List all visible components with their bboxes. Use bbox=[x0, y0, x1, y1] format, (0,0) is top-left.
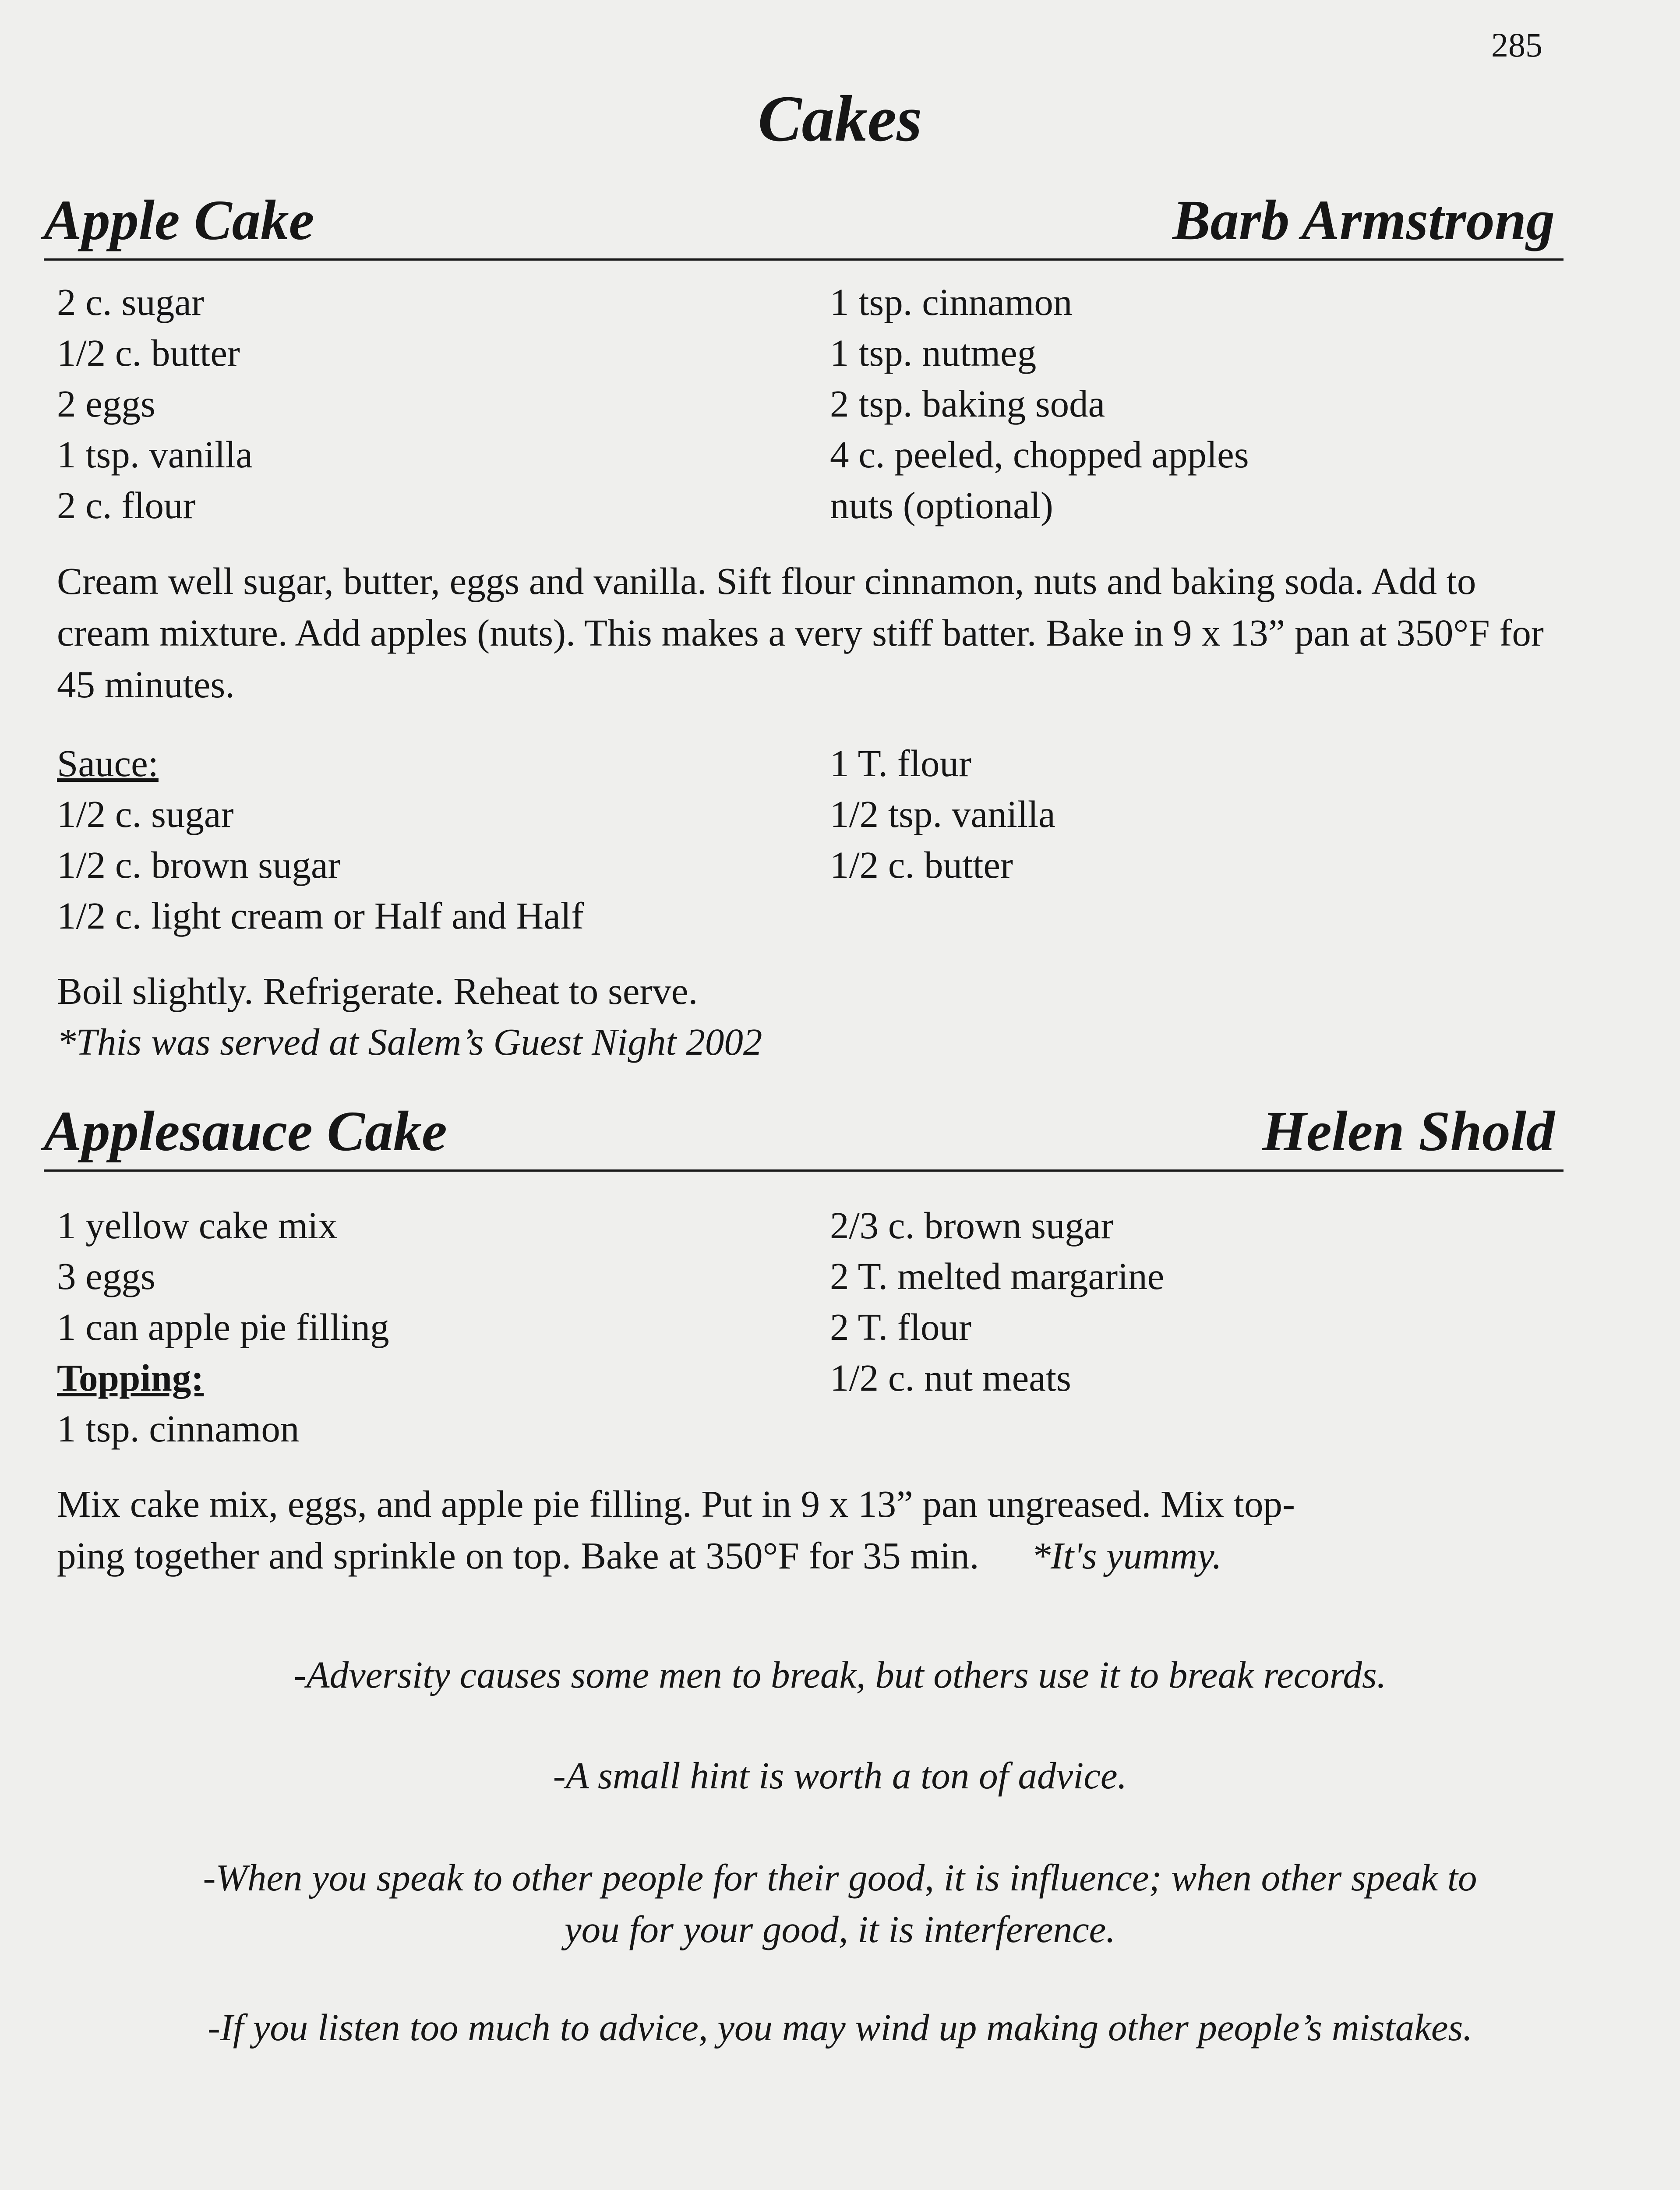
directions-text: ping together and sprinkle on top. Bake at 350°F for 35 min. bbox=[57, 1534, 979, 1577]
topping-label: Topping: bbox=[57, 1356, 204, 1399]
page-number: 285 bbox=[1491, 26, 1542, 64]
quote: -If you listen too much to advice, you may wind up making other people’s mistakes. bbox=[207, 2006, 1473, 2049]
ingredients-right bbox=[830, 277, 1249, 531]
ingredients-right bbox=[830, 1200, 1164, 1403]
recipe-note: *It's yummy. bbox=[1031, 1534, 1222, 1577]
ingredient: 1 tsp. cinnamon bbox=[830, 281, 1073, 323]
quote: -A small hint is worth a ton of advice. bbox=[553, 1754, 1127, 1797]
ingredient: 2 T. flour bbox=[830, 1306, 971, 1348]
recipe-title: Apple Cake bbox=[44, 189, 314, 252]
sauce-left bbox=[57, 738, 584, 941]
quote: -When you speak to other people for their good, it is influence; when other speak to bbox=[203, 1856, 1477, 1899]
quote: -Adversity causes some men to break, but others use it to break records. bbox=[293, 1653, 1387, 1696]
sauce-directions-block bbox=[57, 966, 762, 1067]
ingredient: 1/2 tsp. vanilla bbox=[830, 793, 1055, 835]
ingredient: 1 yellow cake mix bbox=[57, 1204, 338, 1247]
ingredient: 1/2 c. nut meats bbox=[830, 1356, 1071, 1399]
ingredients-left bbox=[57, 277, 253, 531]
quote: you for your good, it is interference. bbox=[564, 1908, 1116, 1950]
ingredient: 1 tsp. vanilla bbox=[57, 433, 253, 476]
recipe-note: *This was served at Salem’s Guest Night 2002 bbox=[57, 1021, 762, 1063]
recipe-title: Applesauce Cake bbox=[44, 1100, 447, 1163]
ingredient: 2 eggs bbox=[57, 382, 155, 425]
sauce-directions: Boil slightly. Refrigerate. Reheat to serve. bbox=[57, 970, 698, 1012]
ingredient: 1 tsp. cinnamon bbox=[57, 1407, 300, 1450]
ingredient: 2 c. flour bbox=[57, 484, 196, 526]
ingredient: 1 can apple pie filling bbox=[57, 1306, 389, 1348]
recipe-directions bbox=[57, 1478, 1555, 1582]
recipe-author: Barb Armstrong bbox=[1172, 189, 1555, 252]
sauce-label: Sauce: bbox=[57, 742, 159, 784]
recipe-directions: Cream well sugar, butter, eggs and vanilla. Sift flour cinnamon, nuts and baking soda. Add to cream mixture. Add apples (nuts). This makes a very stiff batter. Bake in 9 x 13” pan at 350°F for 45 minutes. bbox=[57, 560, 1544, 706]
ingredient: 3 eggs bbox=[57, 1255, 155, 1297]
recipe-header-applesauce-cake bbox=[44, 1095, 1564, 1172]
recipe-header-apple-cake bbox=[44, 184, 1564, 261]
ingredient: 2 c. sugar bbox=[57, 281, 204, 323]
ingredient: 1/2 c. butter bbox=[57, 332, 240, 374]
ingredient: 4 c. peeled, chopped apples bbox=[830, 433, 1249, 476]
ingredients-left bbox=[57, 1200, 389, 1454]
directions-line: Mix cake mix, eggs, and apple pie filling. Put in 9 x 13” pan ungreased. Mix top- bbox=[57, 1483, 1295, 1525]
sauce-right bbox=[830, 738, 1055, 890]
ingredient: 1/2 c. butter bbox=[830, 844, 1013, 886]
ingredient: 2/3 c. brown sugar bbox=[830, 1204, 1114, 1247]
ingredient: 1/2 c. sugar bbox=[57, 793, 234, 835]
recipe-author: Helen Shold bbox=[1262, 1100, 1555, 1163]
directions-line bbox=[57, 1530, 1555, 1582]
ingredient: 1/2 c. brown sugar bbox=[57, 844, 341, 886]
page-title: Cakes bbox=[758, 82, 922, 155]
ingredient: nuts (optional) bbox=[830, 484, 1053, 526]
ingredient: 2 T. melted margarine bbox=[830, 1255, 1165, 1297]
ingredient: 2 tsp. baking soda bbox=[830, 382, 1105, 425]
ingredient: 1 T. flour bbox=[830, 742, 971, 784]
ingredient: 1 tsp. nutmeg bbox=[830, 332, 1037, 374]
ingredient: 1/2 c. light cream or Half and Half bbox=[57, 894, 584, 937]
